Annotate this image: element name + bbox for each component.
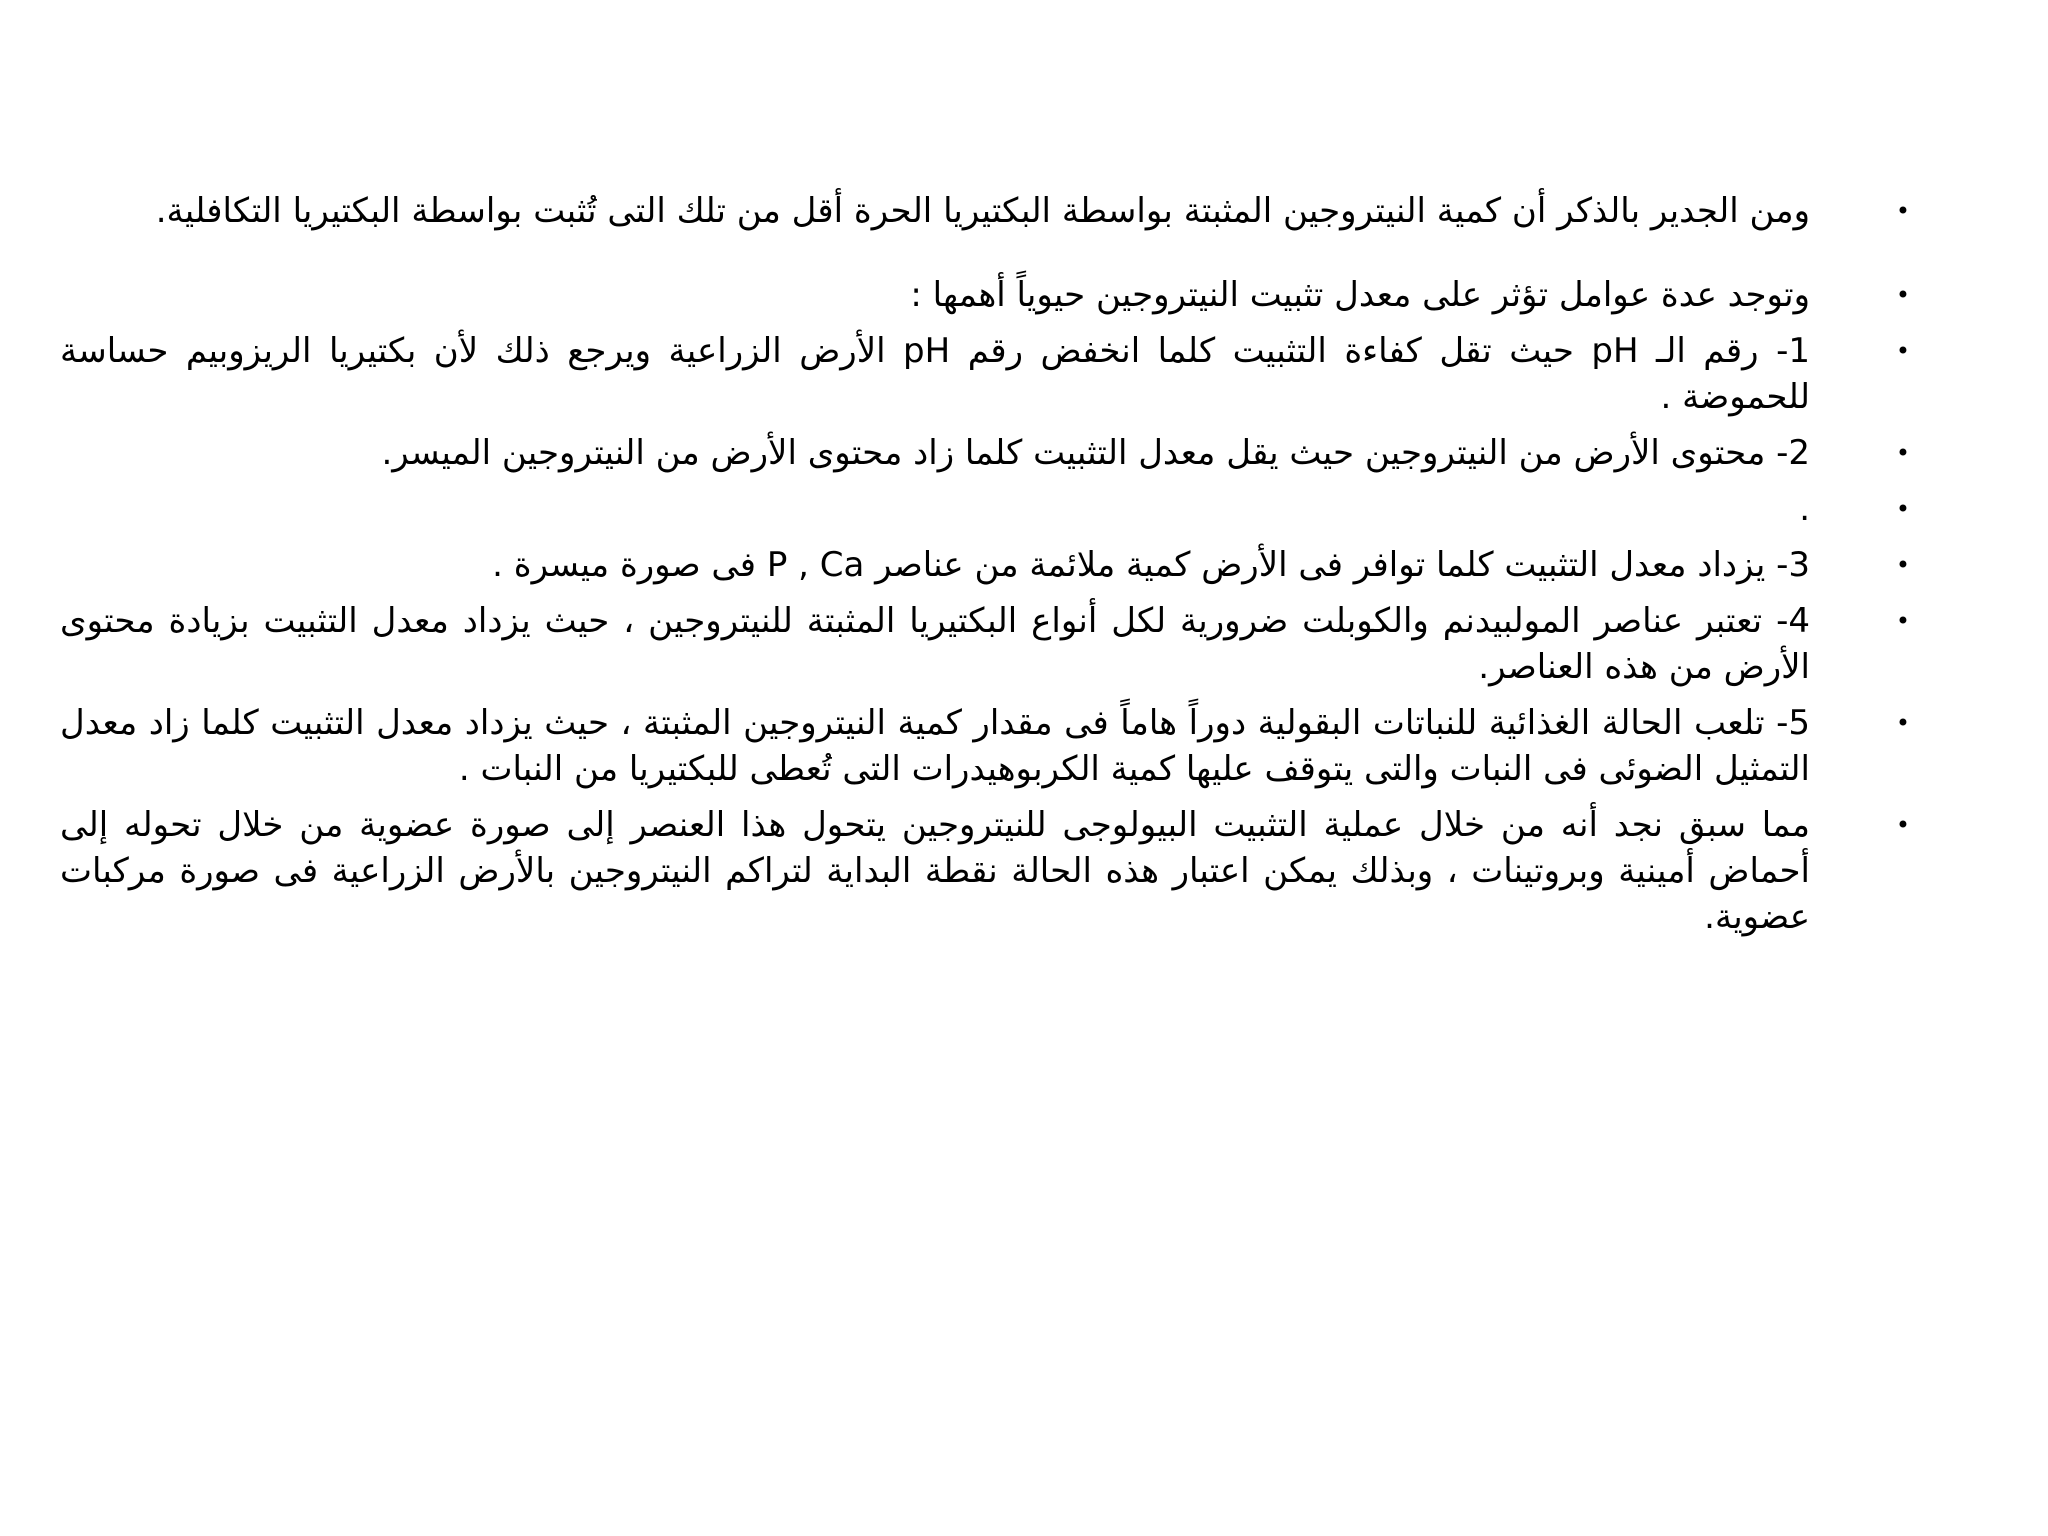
list-item-factor-3-p-ca	[60, 542, 1920, 588]
bullet-icon: •	[1895, 495, 1910, 523]
bullet-icon: •	[1895, 439, 1910, 467]
list-item-empty	[60, 486, 1920, 532]
list-item-factor-1-ph	[60, 328, 1920, 420]
bullet-icon: •	[1895, 709, 1910, 737]
bullet-list	[60, 188, 1920, 950]
paragraph-text: 1- رقم الـ pH حيث تقل كفاءة التثبيت كلما انخفض رقم pH الأرض الزراعية ويرجع ذلك لأن بكتيريا الريزوبيم حساسة للحموضة .	[60, 331, 1810, 417]
paragraph-text: .	[1799, 489, 1810, 529]
bullet-icon: •	[1895, 197, 1910, 225]
bullet-icon: •	[1895, 607, 1910, 635]
bullet-icon: •	[1895, 281, 1910, 309]
list-item-factor-2-nitrogen	[60, 430, 1920, 476]
paragraph-text: ومن الجدير بالذكر أن كمية النيتروجين المثبتة بواسطة البكتيريا الحرة أقل من تلك التى تُثبت بواسطة البكتيريا التكافلية.	[155, 191, 1810, 231]
paragraph-text: 4- تعتبر عناصر المولبيدنم والكوبلت ضرورية لكل أنواع البكتيريا المثبتة للنيتروجين ، حيث يزداد معدل التثبيت بزيادة محتوى الأرض من هذه العناصر.	[60, 601, 1810, 687]
bullet-icon: •	[1895, 811, 1910, 839]
paragraph-text: 5- تلعب الحالة الغذائية للنباتات البقولية دوراً هاماً فى مقدار كمية النيتروجين المثبتة ، حيث يزداد معدل التثبيت كلما زاد معدل التمثيل الضوئى فى النبات والتى يتوقف عليها كمية الكربوهيدرات التى تُعطى للبكتيريا من النبات .	[60, 703, 1810, 789]
bullet-icon: •	[1895, 551, 1910, 579]
bullet-icon: •	[1895, 337, 1910, 365]
list-item-factor-5-nutrition	[60, 700, 1920, 792]
paragraph-text: مما سبق نجد أنه من خلال عملية التثبيت البيولوجى للنيتروجين يتحول هذا العنصر إلى صورة عضوية من خلال تحوله إلى أحماض أمينية وبروتينات ، وبذلك يمكن اعتبار هذه الحالة نقطة البداية لتراكم النيتروجين بالأرض الزراعية فى صورة مركبات عضوية.	[60, 805, 1810, 937]
paragraph-text: وتوجد عدة عوامل تؤثر على معدل تثبيت النيتروجين حيوياً أهمها :	[910, 275, 1810, 315]
list-item-factor-4-molybdenum-cobalt	[60, 598, 1920, 690]
paragraph-text: 2- محتوى الأرض من النيتروجين حيث يقل معدل التثبيت كلما زاد محتوى الأرض من النيتروجين الميسر.	[381, 433, 1810, 473]
list-item-free-bacteria-note	[60, 188, 1920, 234]
paragraph-text: 3- يزداد معدل التثبيت كلما توافر فى الأرض كمية ملائمة من عناصر P , Ca فى صورة ميسرة .	[492, 545, 1810, 585]
list-item-conclusion	[60, 802, 1920, 940]
list-item-factors-intro	[60, 272, 1920, 318]
